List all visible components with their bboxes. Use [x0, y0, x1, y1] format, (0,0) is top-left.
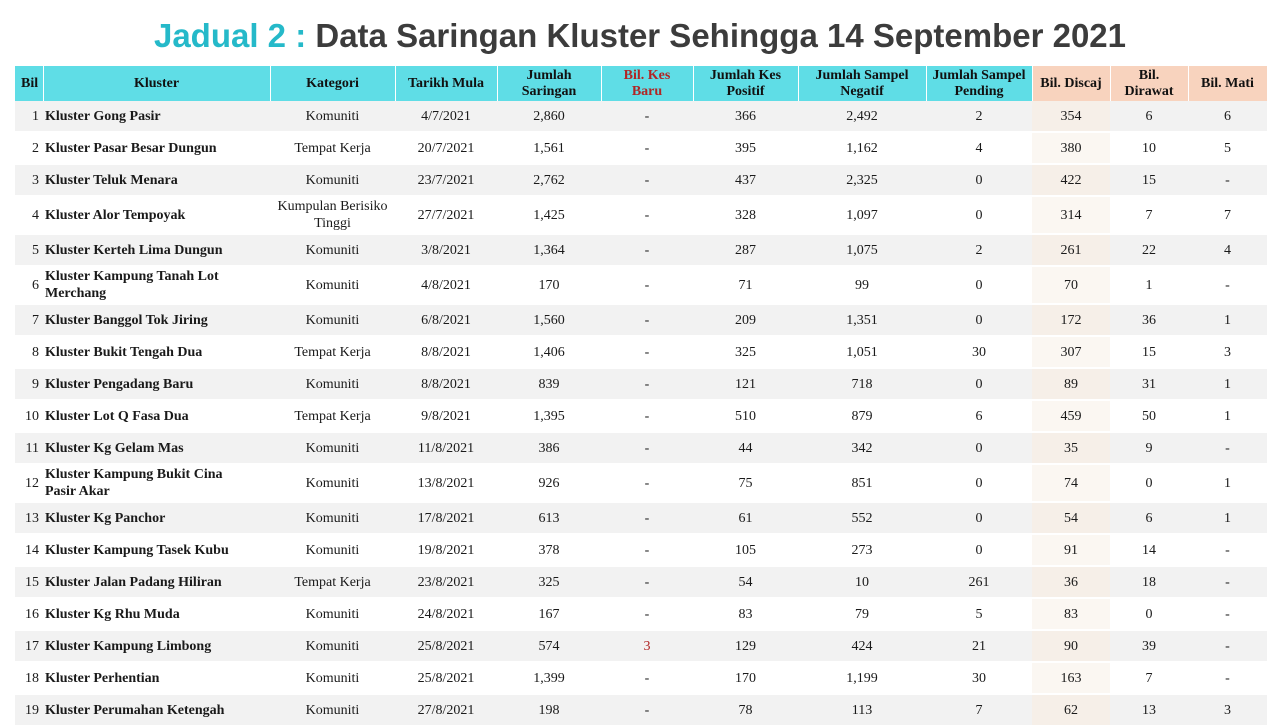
cell-bil: 9	[15, 368, 43, 400]
cell-bil: 19	[15, 694, 43, 726]
cell-dirawat: 18	[1110, 566, 1188, 598]
cell-kategori: Tempat Kerja	[270, 400, 395, 432]
cell-kes-positif: 170	[693, 662, 798, 694]
cell-sampel-pending: 2	[926, 101, 1032, 132]
cell-bil: 5	[15, 234, 43, 266]
cell-tarikh: 4/7/2021	[395, 101, 497, 132]
cell-sampel-negatif: 113	[798, 694, 926, 726]
cell-discaj: 314	[1032, 196, 1110, 234]
table-row	[15, 598, 1267, 630]
cell-sampel-pending: 0	[926, 432, 1032, 464]
cell-kes-baru: -	[601, 196, 693, 234]
cell-kluster: Kluster Lot Q Fasa Dua	[43, 400, 270, 432]
cell-tarikh: 25/8/2021	[395, 662, 497, 694]
cell-bil: 12	[15, 464, 43, 502]
cell-discaj: 261	[1032, 234, 1110, 266]
cell-discaj: 459	[1032, 400, 1110, 432]
table-row	[15, 630, 1267, 662]
cell-saringan: 1,406	[497, 336, 601, 368]
table-row	[15, 694, 1267, 726]
cell-sampel-negatif: 879	[798, 400, 926, 432]
cell-dirawat: 22	[1110, 234, 1188, 266]
cell-mati: 1	[1188, 304, 1267, 336]
cell-sampel-negatif: 851	[798, 464, 926, 502]
cell-sampel-pending: 7	[926, 694, 1032, 726]
cell-bil: 10	[15, 400, 43, 432]
cell-kategori: Tempat Kerja	[270, 132, 395, 164]
cell-saringan: 1,425	[497, 196, 601, 234]
cell-tarikh: 4/8/2021	[395, 266, 497, 304]
cell-kluster: Kluster Banggol Tok Jiring	[43, 304, 270, 336]
cell-kes-positif: 83	[693, 598, 798, 630]
cell-bil: 7	[15, 304, 43, 336]
cell-sampel-negatif: 2,492	[798, 101, 926, 132]
header-row	[15, 66, 1267, 101]
col-kes-baru: Bil. Kes Baru	[601, 66, 693, 101]
cell-saringan: 1,561	[497, 132, 601, 164]
cell-mati: 1	[1188, 368, 1267, 400]
cell-sampel-pending: 0	[926, 502, 1032, 534]
col-dirawat: Bil. Dirawat	[1110, 66, 1188, 101]
cell-kes-positif: 287	[693, 234, 798, 266]
cell-discaj: 83	[1032, 598, 1110, 630]
cell-mati: 7	[1188, 196, 1267, 234]
cell-kes-positif: 437	[693, 164, 798, 196]
cell-mati: -	[1188, 630, 1267, 662]
cell-kes-baru: -	[601, 400, 693, 432]
cell-mati: -	[1188, 164, 1267, 196]
cell-kes-baru: -	[601, 502, 693, 534]
cell-saringan: 386	[497, 432, 601, 464]
cell-saringan: 1,399	[497, 662, 601, 694]
cell-kes-positif: 121	[693, 368, 798, 400]
cell-sampel-pending: 4	[926, 132, 1032, 164]
cell-sampel-pending: 0	[926, 164, 1032, 196]
cell-kes-positif: 54	[693, 566, 798, 598]
cell-saringan: 170	[497, 266, 601, 304]
col-discaj: Bil. Discaj	[1032, 66, 1110, 101]
cell-sampel-negatif: 718	[798, 368, 926, 400]
cell-kluster: Kluster Jalan Padang Hiliran	[43, 566, 270, 598]
cell-kluster: Kluster Alor Tempoyak	[43, 196, 270, 234]
cell-sampel-pending: 2	[926, 234, 1032, 266]
cell-bil: 14	[15, 534, 43, 566]
cell-kategori: Komuniti	[270, 598, 395, 630]
cell-sampel-negatif: 1,075	[798, 234, 926, 266]
cell-mati: 4	[1188, 234, 1267, 266]
cell-saringan: 613	[497, 502, 601, 534]
col-tarikh: Tarikh Mula	[395, 66, 497, 101]
cell-kluster: Kluster Kampung Tanah Lot Merchang	[43, 266, 270, 304]
cell-mati: 1	[1188, 502, 1267, 534]
cell-kes-baru: -	[601, 368, 693, 400]
cell-kategori: Komuniti	[270, 234, 395, 266]
cell-kes-baru: -	[601, 266, 693, 304]
cell-saringan: 378	[497, 534, 601, 566]
cell-dirawat: 10	[1110, 132, 1188, 164]
cell-kes-baru: -	[601, 464, 693, 502]
cell-bil: 3	[15, 164, 43, 196]
cell-mati: -	[1188, 534, 1267, 566]
cell-sampel-negatif: 1,162	[798, 132, 926, 164]
cell-kluster: Kluster Kampung Tasek Kubu	[43, 534, 270, 566]
cell-kategori: Komuniti	[270, 432, 395, 464]
cell-kes-positif: 129	[693, 630, 798, 662]
table-row	[15, 464, 1267, 502]
cell-mati: 6	[1188, 101, 1267, 132]
cell-mati: -	[1188, 432, 1267, 464]
cell-mati: -	[1188, 566, 1267, 598]
cell-kes-baru: -	[601, 132, 693, 164]
cell-tarikh: 3/8/2021	[395, 234, 497, 266]
table-row	[15, 432, 1267, 464]
cell-discaj: 422	[1032, 164, 1110, 196]
table-row	[15, 336, 1267, 368]
cell-sampel-pending: 0	[926, 304, 1032, 336]
cell-kategori: Komuniti	[270, 101, 395, 132]
cell-dirawat: 13	[1110, 694, 1188, 726]
cell-kes-positif: 44	[693, 432, 798, 464]
cell-kategori: Komuniti	[270, 630, 395, 662]
cell-kes-baru: -	[601, 336, 693, 368]
cell-tarikh: 20/7/2021	[395, 132, 497, 164]
cell-kes-positif: 328	[693, 196, 798, 234]
cell-dirawat: 7	[1110, 662, 1188, 694]
cell-sampel-negatif: 1,097	[798, 196, 926, 234]
cell-dirawat: 14	[1110, 534, 1188, 566]
cell-dirawat: 1	[1110, 266, 1188, 304]
cell-discaj: 54	[1032, 502, 1110, 534]
cell-sampel-pending: 21	[926, 630, 1032, 662]
cell-kes-positif: 395	[693, 132, 798, 164]
cell-bil: 15	[15, 566, 43, 598]
cell-saringan: 2,860	[497, 101, 601, 132]
title-prefix: Jadual 2 :	[153, 17, 307, 54]
cell-discaj: 36	[1032, 566, 1110, 598]
table-row	[15, 196, 1267, 234]
cell-saringan: 198	[497, 694, 601, 726]
cell-dirawat: 36	[1110, 304, 1188, 336]
cell-bil: 11	[15, 432, 43, 464]
cell-kluster: Kluster Perhentian	[43, 662, 270, 694]
cell-kluster: Kluster Kerteh Lima Dungun	[43, 234, 270, 266]
cell-sampel-negatif: 1,351	[798, 304, 926, 336]
cell-tarikh: 27/7/2021	[395, 196, 497, 234]
cell-mati: 1	[1188, 400, 1267, 432]
col-kategori: Kategori	[270, 66, 395, 101]
cell-discaj: 35	[1032, 432, 1110, 464]
col-sampel-pending: Jumlah Sampel Pending	[926, 66, 1032, 101]
title-text: Data Saringan Kluster Sehingga 14 September 2021	[315, 17, 1127, 54]
cell-kes-positif: 325	[693, 336, 798, 368]
cell-saringan: 926	[497, 464, 601, 502]
cell-discaj: 89	[1032, 368, 1110, 400]
cell-tarikh: 8/8/2021	[395, 368, 497, 400]
cell-tarikh: 24/8/2021	[395, 598, 497, 630]
cell-kategori: Komuniti	[270, 534, 395, 566]
col-bil: Bil	[15, 66, 43, 101]
cell-kategori: Komuniti	[270, 266, 395, 304]
table-row	[15, 400, 1267, 432]
cell-kes-baru: -	[601, 694, 693, 726]
cell-sampel-negatif: 99	[798, 266, 926, 304]
cell-discaj: 91	[1032, 534, 1110, 566]
cell-kluster: Kluster Kampung Bukit Cina Pasir Akar	[43, 464, 270, 502]
table-row	[15, 101, 1267, 132]
cell-dirawat: 39	[1110, 630, 1188, 662]
cell-dirawat: 0	[1110, 598, 1188, 630]
cell-tarikh: 27/8/2021	[395, 694, 497, 726]
cell-tarikh: 23/7/2021	[395, 164, 497, 196]
cell-dirawat: 15	[1110, 164, 1188, 196]
table-row	[15, 132, 1267, 164]
cell-tarikh: 13/8/2021	[395, 464, 497, 502]
page-title	[0, 16, 1280, 56]
cell-dirawat: 6	[1110, 101, 1188, 132]
cell-saringan: 325	[497, 566, 601, 598]
cell-sampel-negatif: 552	[798, 502, 926, 534]
cell-kluster: Kluster Pengadang Baru	[43, 368, 270, 400]
cell-sampel-pending: 0	[926, 368, 1032, 400]
cell-dirawat: 9	[1110, 432, 1188, 464]
cell-kategori: Komuniti	[270, 662, 395, 694]
cell-bil: 8	[15, 336, 43, 368]
cluster-table	[15, 66, 1268, 727]
cell-kes-positif: 78	[693, 694, 798, 726]
table-row	[15, 234, 1267, 266]
cell-mati: 3	[1188, 336, 1267, 368]
cell-bil: 17	[15, 630, 43, 662]
cell-kes-positif: 105	[693, 534, 798, 566]
cell-mati: 3	[1188, 694, 1267, 726]
cell-kluster: Kluster Kg Rhu Muda	[43, 598, 270, 630]
cell-tarikh: 23/8/2021	[395, 566, 497, 598]
cell-sampel-negatif: 10	[798, 566, 926, 598]
cell-bil: 18	[15, 662, 43, 694]
cell-kes-baru: -	[601, 101, 693, 132]
cell-discaj: 62	[1032, 694, 1110, 726]
cell-kes-positif: 71	[693, 266, 798, 304]
col-saringan: Jumlah Saringan	[497, 66, 601, 101]
cell-kes-baru: -	[601, 598, 693, 630]
cell-discaj: 380	[1032, 132, 1110, 164]
cell-kes-baru: -	[601, 234, 693, 266]
cell-mati: -	[1188, 266, 1267, 304]
cell-discaj: 70	[1032, 266, 1110, 304]
cell-kluster: Kluster Teluk Menara	[43, 164, 270, 196]
cell-sampel-pending: 5	[926, 598, 1032, 630]
cell-dirawat: 6	[1110, 502, 1188, 534]
table-row	[15, 662, 1267, 694]
cell-mati: -	[1188, 662, 1267, 694]
cell-sampel-pending: 0	[926, 464, 1032, 502]
cell-sampel-pending: 0	[926, 266, 1032, 304]
cell-kes-baru: 3	[601, 630, 693, 662]
cell-kategori: Komuniti	[270, 304, 395, 336]
cell-kategori: Komuniti	[270, 464, 395, 502]
cell-kategori: Tempat Kerja	[270, 336, 395, 368]
cell-kategori: Kumpulan Berisiko Tinggi	[270, 196, 395, 234]
cell-kes-baru: -	[601, 164, 693, 196]
table-row	[15, 502, 1267, 534]
cell-saringan: 1,364	[497, 234, 601, 266]
cell-kluster: Kluster Bukit Tengah Dua	[43, 336, 270, 368]
cell-kes-baru: -	[601, 304, 693, 336]
cell-sampel-negatif: 79	[798, 598, 926, 630]
cell-kes-baru: -	[601, 432, 693, 464]
cell-kluster: Kluster Perumahan Ketengah	[43, 694, 270, 726]
cell-kes-positif: 75	[693, 464, 798, 502]
cell-dirawat: 0	[1110, 464, 1188, 502]
table-row	[15, 164, 1267, 196]
cell-kategori: Komuniti	[270, 164, 395, 196]
cell-bil: 13	[15, 502, 43, 534]
col-kluster: Kluster	[43, 66, 270, 101]
cell-dirawat: 7	[1110, 196, 1188, 234]
cell-kategori: Komuniti	[270, 694, 395, 726]
cell-sampel-pending: 261	[926, 566, 1032, 598]
table-row	[15, 266, 1267, 304]
cell-tarikh: 9/8/2021	[395, 400, 497, 432]
cell-kes-positif: 61	[693, 502, 798, 534]
cell-kes-baru: -	[601, 566, 693, 598]
cell-kes-baru: -	[601, 534, 693, 566]
cell-bil: 4	[15, 196, 43, 234]
cell-saringan: 1,560	[497, 304, 601, 336]
cell-sampel-negatif: 342	[798, 432, 926, 464]
cell-dirawat: 15	[1110, 336, 1188, 368]
cell-discaj: 307	[1032, 336, 1110, 368]
cell-kluster: Kluster Kampung Limbong	[43, 630, 270, 662]
cell-dirawat: 31	[1110, 368, 1188, 400]
cell-mati: 5	[1188, 132, 1267, 164]
cell-discaj: 74	[1032, 464, 1110, 502]
cell-kategori: Komuniti	[270, 502, 395, 534]
cell-discaj: 90	[1032, 630, 1110, 662]
cell-kategori: Komuniti	[270, 368, 395, 400]
cell-tarikh: 8/8/2021	[395, 336, 497, 368]
table-row	[15, 304, 1267, 336]
cell-saringan: 2,762	[497, 164, 601, 196]
cell-kes-positif: 209	[693, 304, 798, 336]
cell-sampel-pending: 6	[926, 400, 1032, 432]
cell-discaj: 172	[1032, 304, 1110, 336]
cell-kluster: Kluster Kg Panchor	[43, 502, 270, 534]
cell-bil: 2	[15, 132, 43, 164]
cell-tarikh: 19/8/2021	[395, 534, 497, 566]
cell-sampel-negatif: 2,325	[798, 164, 926, 196]
cell-kes-positif: 510	[693, 400, 798, 432]
cell-sampel-negatif: 1,051	[798, 336, 926, 368]
cell-kluster: Kluster Kg Gelam Mas	[43, 432, 270, 464]
table-row	[15, 534, 1267, 566]
cell-kes-positif: 366	[693, 101, 798, 132]
cell-sampel-negatif: 424	[798, 630, 926, 662]
cell-dirawat: 50	[1110, 400, 1188, 432]
cell-discaj: 163	[1032, 662, 1110, 694]
table-row	[15, 368, 1267, 400]
cell-tarikh: 25/8/2021	[395, 630, 497, 662]
cell-bil: 1	[15, 101, 43, 132]
col-sampel-negatif: Jumlah Sampel Negatif	[798, 66, 926, 101]
cell-kes-baru: -	[601, 662, 693, 694]
cell-mati: 1	[1188, 464, 1267, 502]
cell-tarikh: 11/8/2021	[395, 432, 497, 464]
cell-bil: 16	[15, 598, 43, 630]
cell-tarikh: 6/8/2021	[395, 304, 497, 336]
col-mati: Bil. Mati	[1188, 66, 1267, 101]
cell-mati: -	[1188, 598, 1267, 630]
cell-sampel-pending: 0	[926, 534, 1032, 566]
cell-sampel-negatif: 1,199	[798, 662, 926, 694]
table-row	[15, 566, 1267, 598]
cell-sampel-negatif: 273	[798, 534, 926, 566]
cell-bil: 6	[15, 266, 43, 304]
cell-kategori: Tempat Kerja	[270, 566, 395, 598]
cell-sampel-pending: 30	[926, 662, 1032, 694]
cell-saringan: 574	[497, 630, 601, 662]
cell-saringan: 167	[497, 598, 601, 630]
cell-tarikh: 17/8/2021	[395, 502, 497, 534]
cell-kluster: Kluster Pasar Besar Dungun	[43, 132, 270, 164]
cell-sampel-pending: 0	[926, 196, 1032, 234]
cell-discaj: 354	[1032, 101, 1110, 132]
cell-sampel-pending: 30	[926, 336, 1032, 368]
col-kes-positif: Jumlah Kes Positif	[693, 66, 798, 101]
cell-kluster: Kluster Gong Pasir	[43, 101, 270, 132]
cell-saringan: 839	[497, 368, 601, 400]
cell-saringan: 1,395	[497, 400, 601, 432]
